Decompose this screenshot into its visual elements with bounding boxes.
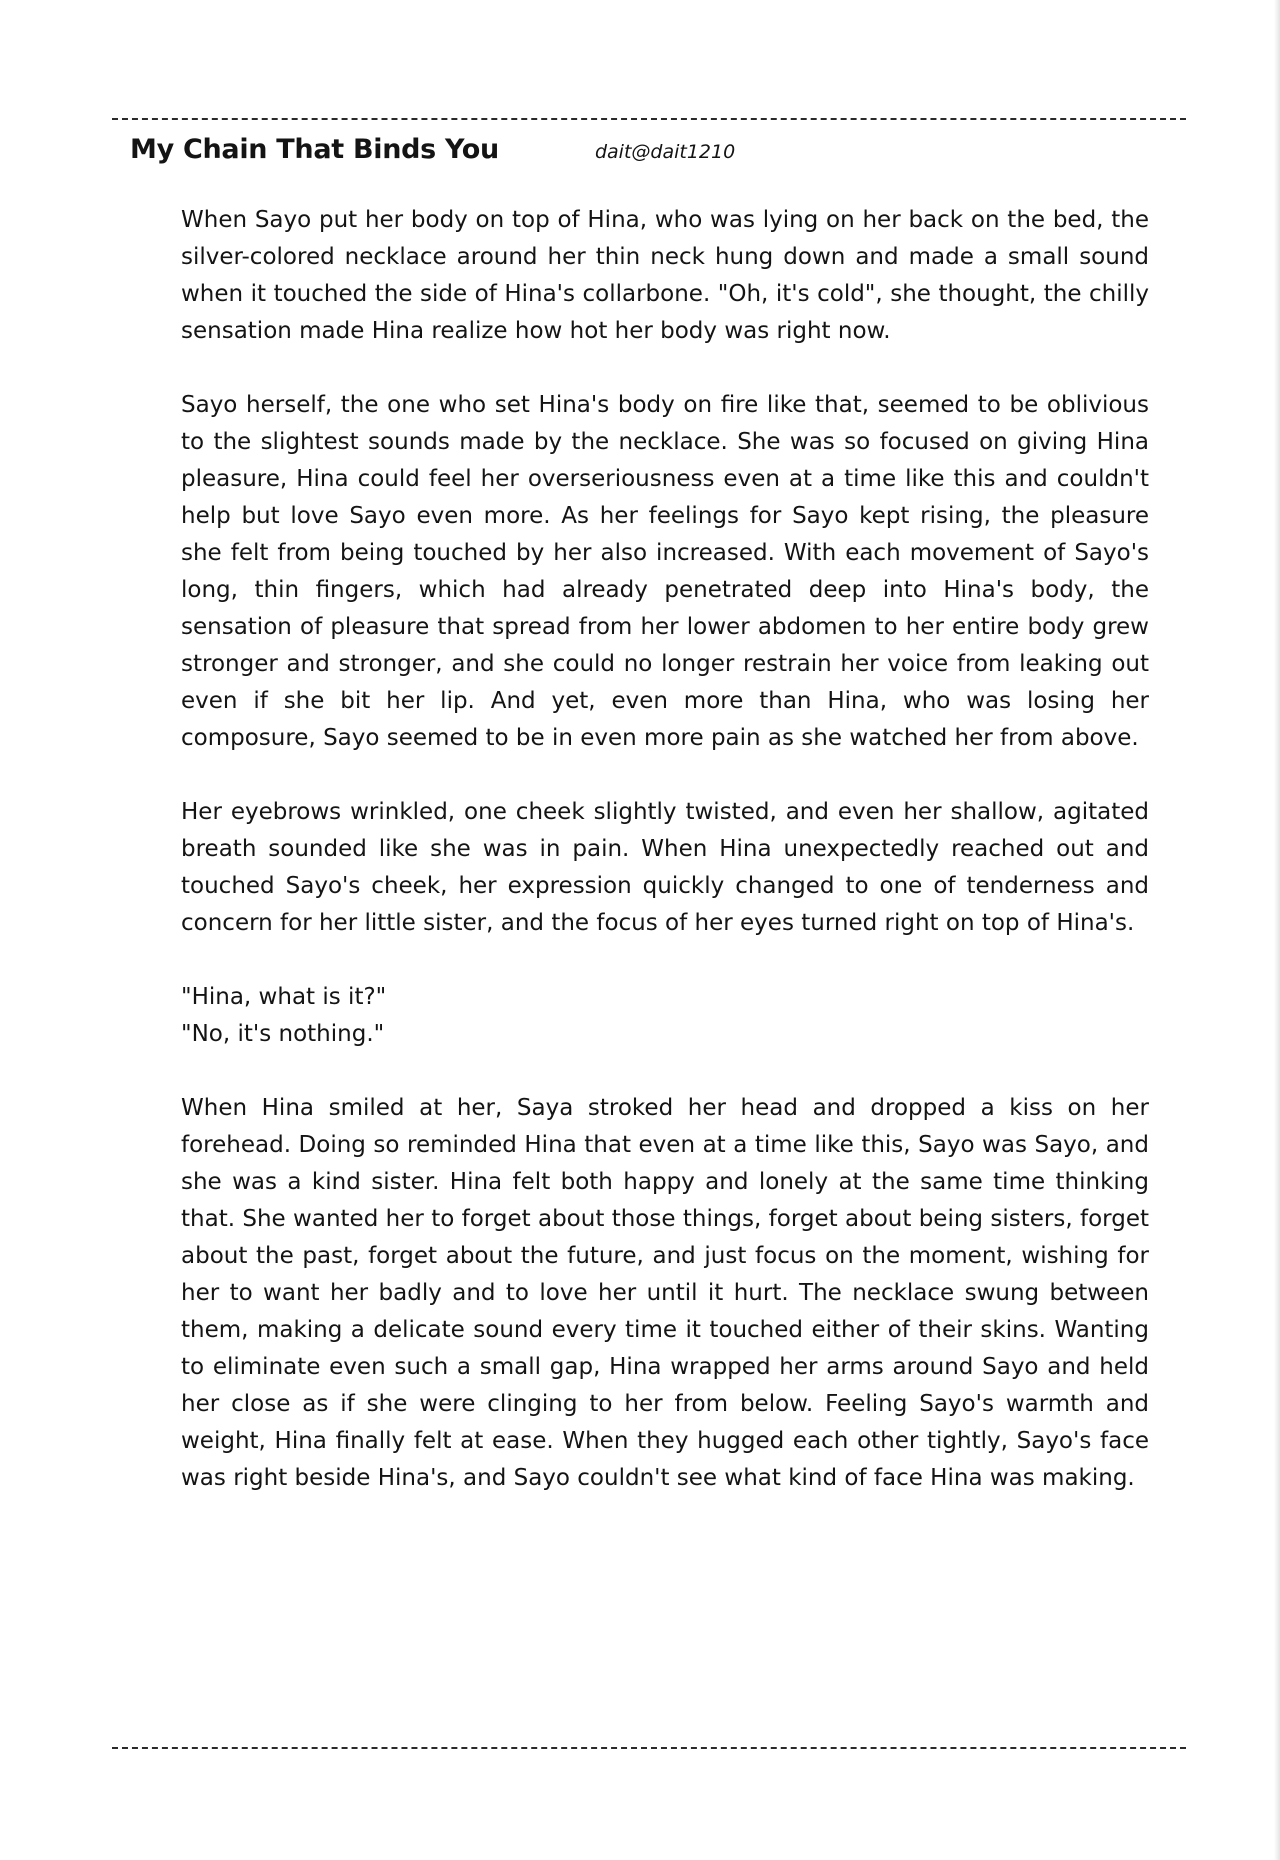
paragraph-spacer: [181, 1053, 1149, 1090]
paragraph-1: When Sayo put her body on top of Hina, who was lying on her back on the bed, the silver-colored necklace around her thin neck hung down and made a small sound when it touched the side of Hina's collarbone. "Oh, it's cold", she thought, the chilly sensation made Hina realize how hot her body was right now.: [181, 207, 1149, 344]
dialogue-line-1: "Hina, what is it?": [181, 984, 387, 1010]
paragraph-spacer: [181, 757, 1149, 794]
dialogue-line-2: "No, it's nothing.": [181, 1021, 385, 1047]
author-handle: dait@dait1210: [594, 141, 736, 163]
page-edge-shadow: [1274, 0, 1280, 1860]
story-body: [181, 202, 1149, 1497]
story-header: [130, 134, 735, 178]
bottom-dashed-divider: [112, 1747, 1186, 1749]
story-title: My Chain That Binds You: [130, 134, 499, 165]
paragraph-3: Her eyebrows wrinkled, one cheek slightly twisted, and even her shallow, agitated breath sounded like she was in pain. When Hina unexpectedly reached out and touched Sayo's cheek, her expression quickly changed to one of tenderness and concern for her little sister, and the focus of her eyes turned right on top of Hina's.: [181, 799, 1149, 936]
paragraph-2: Sayo herself, the one who set Hina's body on fire like that, seemed to be oblivious to the slightest sounds made by the necklace. She was so focused on giving Hina pleasure, Hina could feel her overseriousness even at a time like this and couldn't help but love Sayo even more. As her feelings for Sayo kept rising, the pleasure she felt from being touched by her also increased. With each movement of Sayo's long, thin fingers, which had already penetrated deep into Hina's body, the sensation of pleasure that spread from her lower abdomen to her entire body grew stronger and stronger, and she could no longer restrain her voice from leaking out even if she bit her lip. And yet, even more than Hina, who was losing her composure, Sayo seemed to be in even more pain as she watched her from above.: [181, 392, 1149, 751]
paragraph-4: When Hina smiled at her, Saya stroked her head and dropped a kiss on her forehead. Doing so reminded Hina that even at a time like this, Sayo was Sayo, and she was a kind sister. Hina felt both happy and lonely at the same time thinking that. She wanted her to forget about those things, forget about being sisters, forget about the past, forget about the future, and just focus on the moment, wishing for her to want her badly and to love her until it hurt. The necklace swung between them, making a delicate sound every time it touched either of their skins. Wanting to eliminate even such a small gap, Hina wrapped her arms around Sayo and held her close as if she were clinging to her from below. Feeling Sayo's warmth and weight, Hina finally felt at ease. When they hugged each other tightly, Sayo's face was right beside Hina's, and Sayo couldn't see what kind of face Hina was making.: [181, 1095, 1149, 1491]
paragraph-spacer: [181, 942, 1149, 979]
paragraph-spacer: [181, 350, 1149, 387]
top-dashed-divider: [112, 118, 1186, 120]
